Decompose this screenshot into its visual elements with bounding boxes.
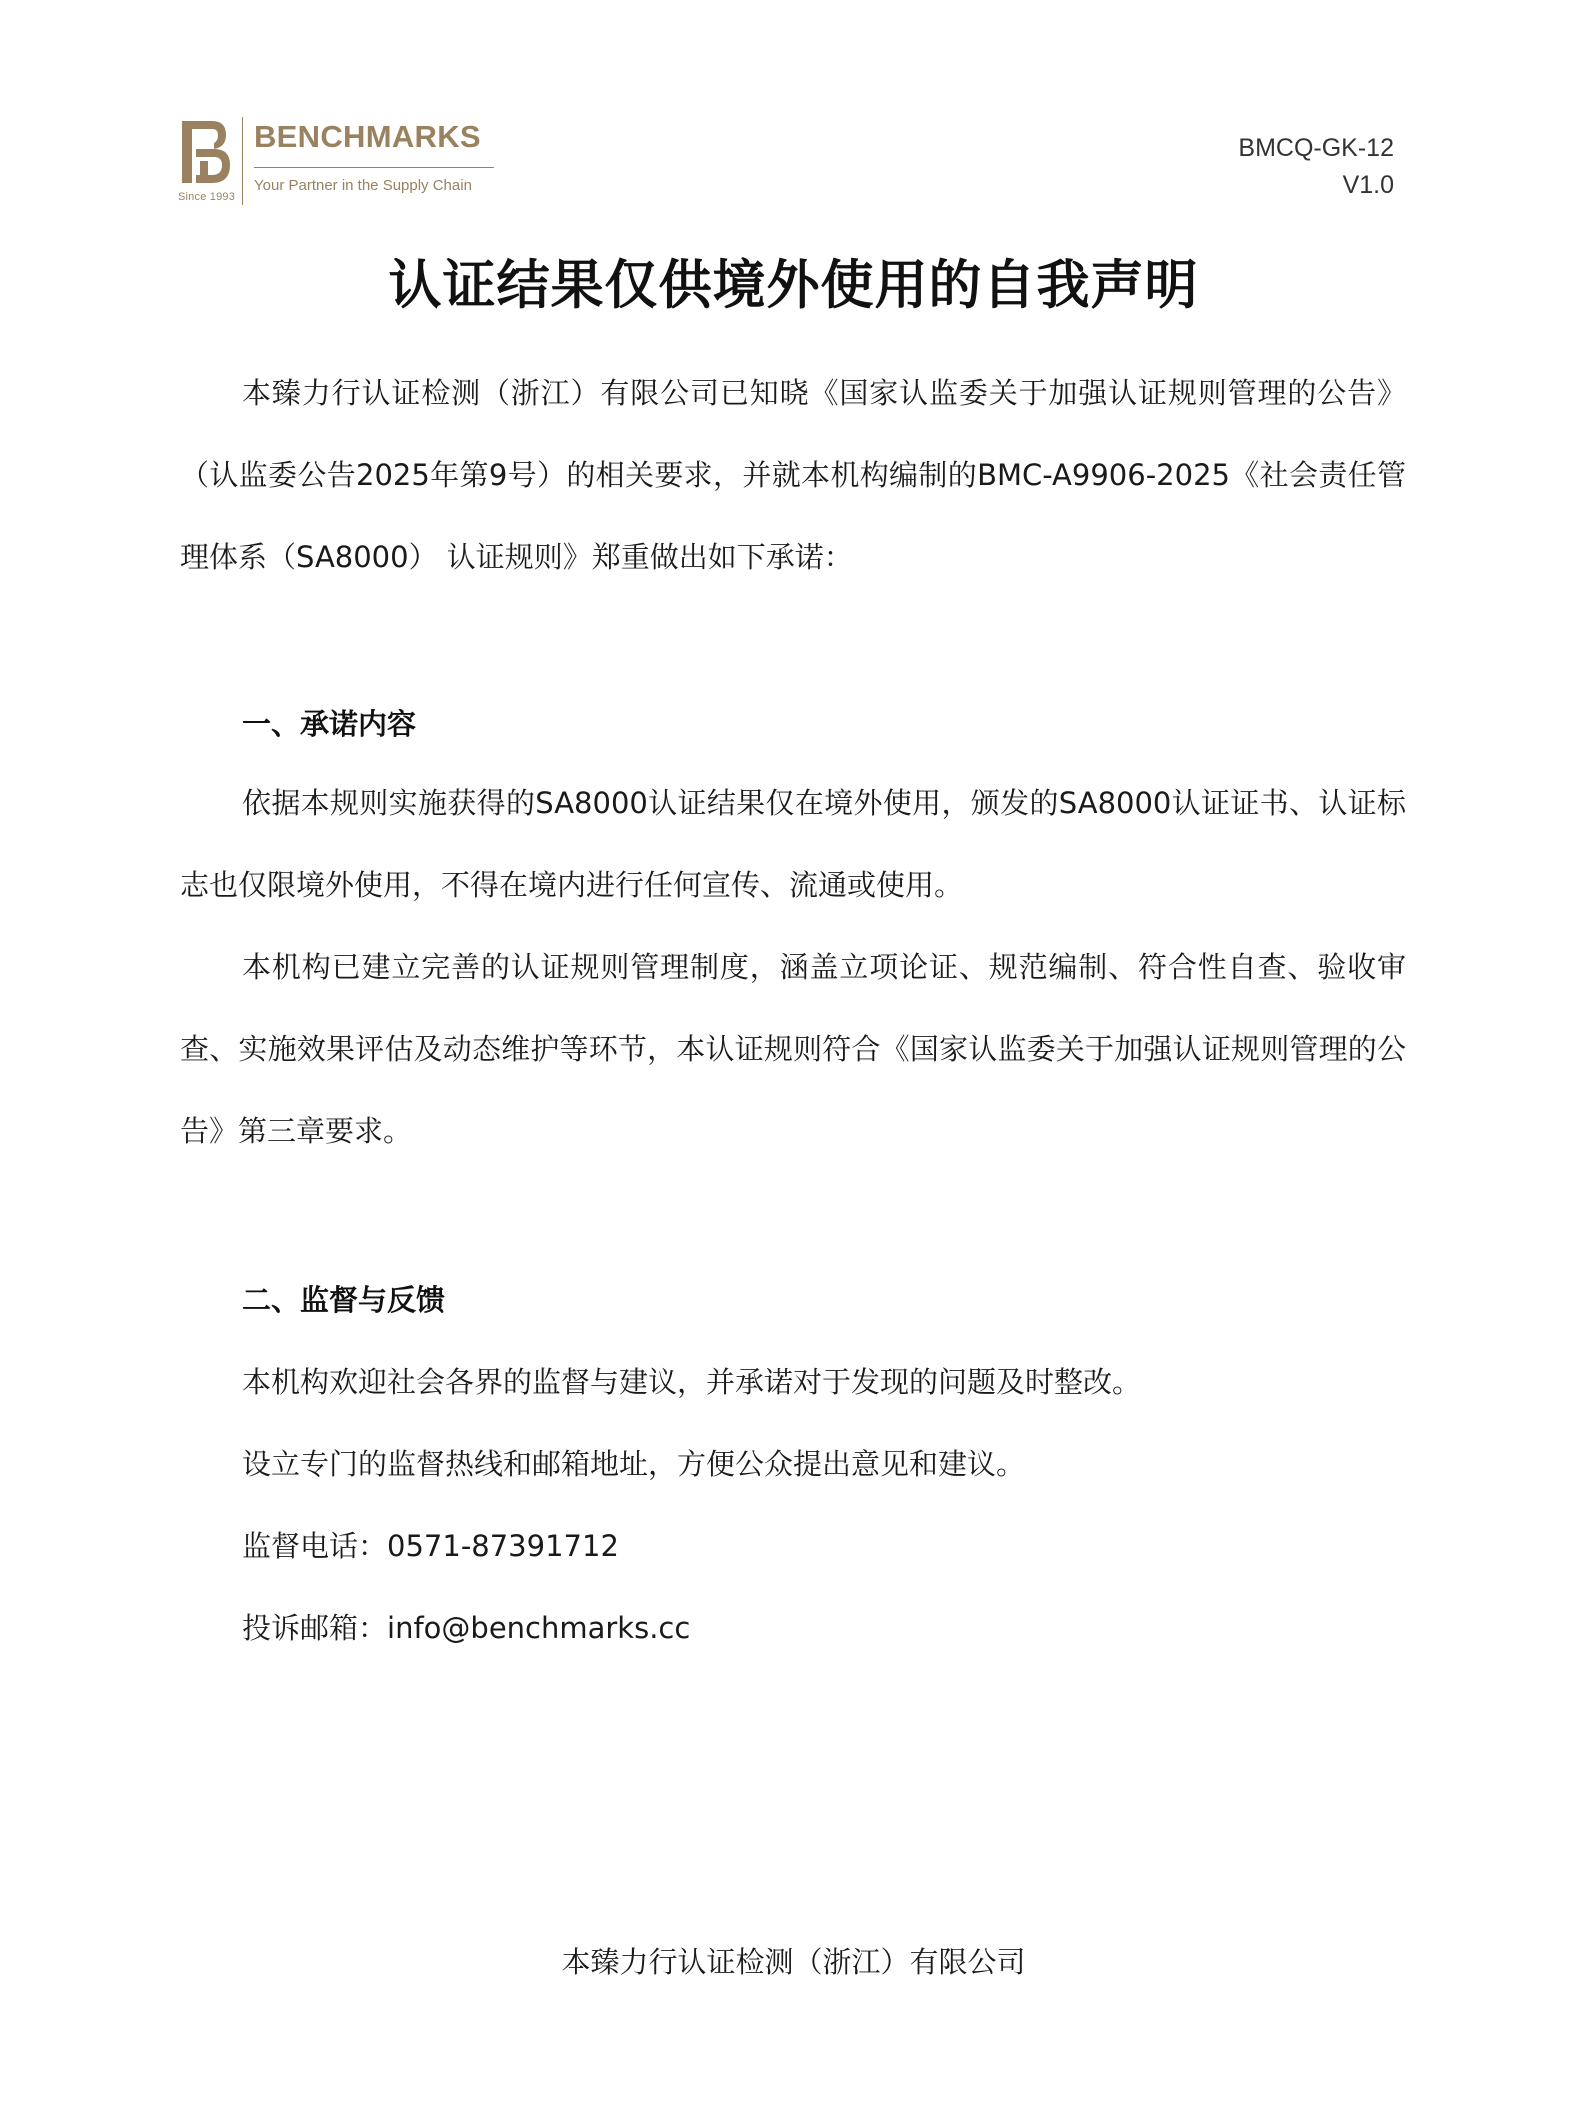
document-code-block [1238,130,1394,204]
section1-paragraph-1: 依据本规则实施获得的SA8000认证结果仅在境外使用，颁发的SA8000认证证书、认证标志也仅限境外使用，不得在境内进行任何宣传、流通或使用。 [180,786,1406,902]
logo-tagline: Your Partner in the Supply Chain [254,177,472,194]
benchmarks-logo-icon [178,119,234,189]
phone-number: 0571-87391712 [387,1529,619,1563]
section2-line-1: 本机构欢迎社会各界的监督与建议，并承诺对于发现的问题及时整改。 [242,1365,1142,1399]
phone-label: 监督电话： [242,1529,388,1563]
complaint-email [242,1606,690,1647]
section1-paragraph-2: 本机构已建立完善的认证规则管理制度，涵盖立项论证、规范编制、符合性自查、验收审查、实施效果评估及动态维护等环节，本认证规则符合《国家认监委关于加强认证规则管理的公告》第三章要求。 [180,950,1406,1148]
document-version: V1.0 [1342,171,1394,199]
company-logo [178,115,508,205]
document-code: BMCQ-GK-12 [1238,134,1394,162]
footer-company-name: 本臻力行认证检测（浙江）有限公司 [561,1945,1026,1979]
intro-paragraph: 本臻力行认证检测（浙江）有限公司已知晓《国家认监委关于加强认证规则管理的公告》（认监委公告2025年第9号）的相关要求，并就本机构编制的BMC-A9906-2025《社会责任管理体系（SA8000） 认证规则》郑重做出如下承诺： [180,376,1406,574]
supervision-phone [242,1524,619,1565]
section2-line-2: 设立专门的监督热线和邮箱地址，方便公众提出意见和建议。 [242,1447,1026,1481]
logo-underline [254,167,494,168]
logo-divider [242,117,243,205]
email-address[interactable]: info@benchmarks.cc [387,1611,691,1645]
logo-since-text: Since 1993 [178,191,236,203]
email-label: 投诉邮箱： [242,1611,388,1645]
section2-heading: 二、监督与反馈 [242,1283,446,1317]
document-title: 认证结果仅供境外使用的自我声明 [388,255,1199,316]
section1-heading: 一、承诺内容 [242,707,417,741]
logo-brand-name: BENCHMARKS [254,119,481,154]
